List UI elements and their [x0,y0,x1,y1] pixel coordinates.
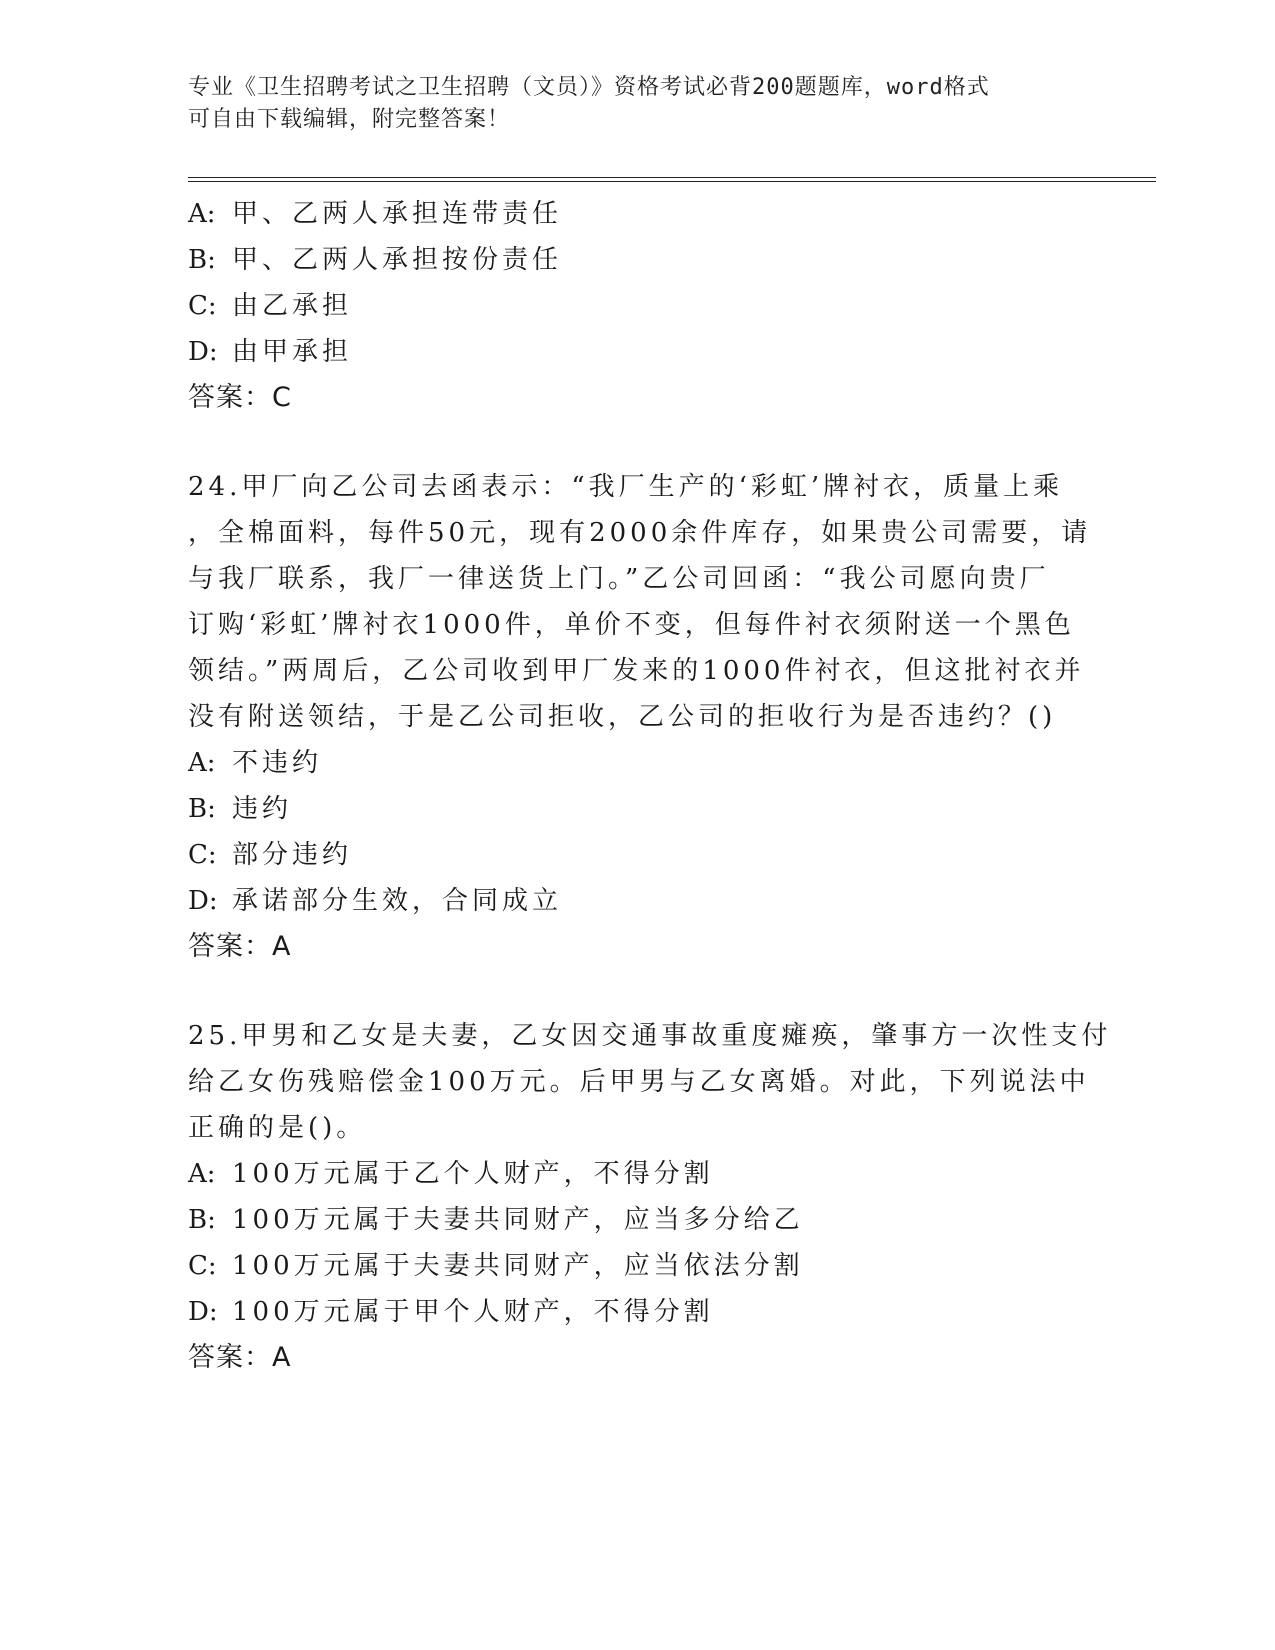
option-text: 由甲承担 [232,337,353,367]
answer-line: 答案：A [188,931,292,962]
option-letter: A: [188,748,216,778]
header-divider-top [188,177,1156,178]
option-a [188,191,1088,237]
option-letter: D: [188,337,218,367]
option-letter: B: [188,245,216,275]
option-letter: B: [188,1205,216,1235]
spacer [188,970,1088,1013]
question-content [188,191,1112,1381]
option-a [188,1151,1088,1197]
option-d [188,878,1088,924]
option-c [188,832,1088,878]
option-letter: D: [188,886,218,916]
question-23 [188,191,1088,421]
option-c [188,1243,1088,1289]
header-line-1: 专业《卫生招聘考试之卫生招聘（文员）》资格考试必背200题题库，word格式 [188,75,990,100]
option-letter: B: [188,794,216,824]
spacer [188,421,1088,464]
option-b [188,237,1088,283]
option-text: 违约 [232,794,293,824]
option-b [188,786,1088,832]
option-letter: A: [188,1159,216,1189]
option-letter: C: [188,291,217,321]
header-line-2: 可自由下载编辑，附完整答案！ [188,107,511,132]
option-text: 不违约 [232,748,323,778]
option-text: 甲、乙两人承担按份责任 [232,245,563,275]
stem-line: 订购‘彩虹’牌衬衣1000件，单价不变，但每件衬衣须附送一个黑色 [188,610,1075,640]
question-24 [188,464,1092,970]
question-stem [188,1013,1112,1151]
answer-line: 答案：C [188,382,292,413]
option-text: 100万元属于甲个人财产，不得分割 [232,1297,714,1327]
header-divider-bottom [188,181,1156,182]
document-header [188,72,1068,136]
option-a [188,740,1088,786]
question-stem [188,464,1092,740]
stem-line: 正确的是()。 [188,1113,367,1143]
option-text: 100万元属于夫妻共同财产，应当多分给乙 [232,1205,804,1235]
option-c [188,283,1088,329]
option-text: 部分违约 [232,840,353,870]
option-d [188,329,1088,375]
stem-line: 领结。”两周后，乙公司收到甲厂发来的1000件衬衣，但这批衬衣并 [188,656,1085,686]
option-text: 100万元属于夫妻共同财产，应当依法分割 [232,1251,804,1281]
stem-line: 与我厂联系，我厂一律送货上门。”乙公司回函：“我公司愿向贵厂 [188,564,1050,594]
option-letter: D: [188,1297,218,1327]
answer-line: 答案：A [188,1342,292,1373]
stem-line: 没有附送领结，于是乙公司拒收，乙公司的拒收行为是否违约？() [188,702,1057,732]
stem-line: 25.甲男和乙女是夫妻，乙女因交通事故重度瘫痪，肇事方一次性支付 [188,1021,1112,1051]
option-letter: C: [188,1251,217,1281]
stem-line: 给乙女伤残赔偿金100万元。后甲男与乙女离婚。对此，下列说法中 [188,1067,1090,1097]
option-text: 甲、乙两人承担连带责任 [232,199,563,229]
option-text: 100万元属于乙个人财产，不得分割 [232,1159,714,1189]
stem-line: ，全棉面料，每件50元，现有2000余件库存，如果贵公司需要，请 [188,518,1092,548]
option-d [188,1289,1088,1335]
option-text: 由乙承担 [232,291,353,321]
option-b [188,1197,1088,1243]
option-letter: C: [188,840,217,870]
option-letter: A: [188,199,216,229]
question-25 [188,1013,1112,1381]
option-text: 承诺部分生效，合同成立 [232,886,563,916]
stem-line: 24.甲厂向乙公司去函表示：“我厂生产的‘彩虹’牌衬衣，质量上乘 [188,472,1064,502]
